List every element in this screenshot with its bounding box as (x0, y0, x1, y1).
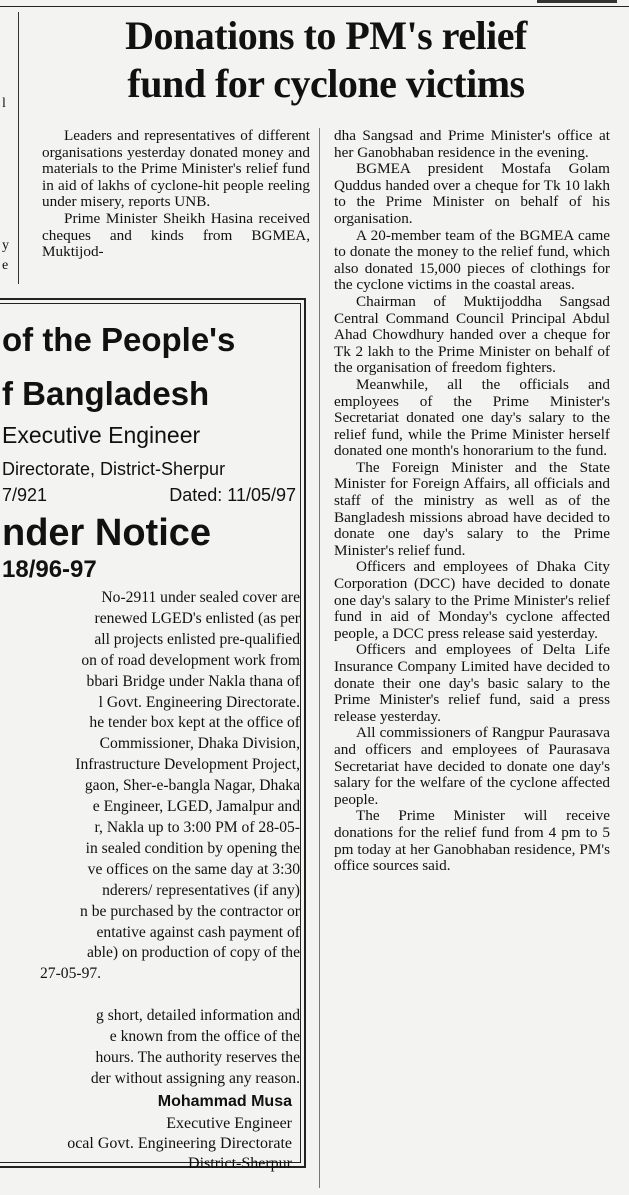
article-headline (26, 12, 626, 108)
headline-line-2: fund for cyclone victims (127, 61, 525, 106)
ad-body-line: bbari Bridge under Nakla thana of (86, 672, 300, 690)
ad-body-line: renewed LGED's enlisted (as per (94, 609, 300, 627)
ad-body-line: in sealed condition by opening the (85, 839, 300, 857)
article-paragraph: All commissioners of Rangpur Paurasava and officers and employees of Paurasava Secretariat have decided to donate one day's salary for the welfare of the cyclone affected people. (334, 724, 610, 808)
ad-directorate: Directorate, District-Sherpur (2, 459, 226, 479)
article-paragraph: Officers and employees of Delta Life Insurance Company Limited have decided to donate their one day's basic salary to the Prime Minister's relief fund, said a press release yesterday. (334, 641, 610, 725)
ad-title-line-2: f Bangladesh (2, 375, 210, 412)
ad-body-line: 27-05-97. (40, 965, 102, 983)
article-paragraph: Officers and employees of Dhaka City Corporation (DCC) have decided to donate one day's salary to the Prime Minister's relief fund in aid of Monday's cyclone affected people, a DCC press release said yesterday. (334, 558, 610, 642)
left-column-rule (18, 12, 19, 284)
ad-signatory-name: Mohammad Musa (157, 1093, 292, 1110)
article-paragraph: BGMEA president Mostafa Golam Quddus handed over a cheque for Tk 10 lakh to the Prime Minister on behalf of his organisation. (334, 160, 610, 227)
ad-body-line: No-2911 under sealed cover are (101, 589, 300, 606)
ad-body-line: r, Nakla up to 3:00 PM of 28-05- (94, 818, 300, 836)
article-paragraph-continued: dha Sangsad and Prime Minister's office at her Ganobhaban residence in the evening. (334, 127, 610, 161)
ad-date: Dated: 11/05/97 (169, 485, 296, 505)
article-paragraph: A 20-member team of the BGMEA came to donate the money to the relief fund, which also donated 15,000 pieces of clothings for the cyclone victims in the coastal areas. (334, 226, 610, 294)
tender-notice-advertisement (0, 298, 306, 1172)
ad-body-line: nderers/ representatives (if any) (102, 881, 300, 899)
ad-notice-number: 18/96-97 (2, 556, 97, 583)
ad-body-line: gaon, Sher-e-bangla Nagar, Dhaka (84, 777, 300, 795)
article-paragraph: Leaders and representatives of different organisations yesterday donated money and materials to the Prime Minister's relief fund in aid of lakhs of cyclone-hit people reeling under misery, reports UNB. (42, 127, 310, 211)
ad-memo-number: 7/921 (2, 485, 48, 505)
ad-body-line: e Engineer, LGED, Jamalpur and (92, 798, 300, 816)
ad-body-line: entative against cash payment of (96, 923, 300, 941)
ad-body-line: he tender box kept at the office of (89, 714, 300, 732)
article-paragraph: Meanwhile, all the officials and employees of the Prime Minister's Secretariat donated one day's salary to the relief fund, while the Prime Minister herself donated one month's honorarium to the fund. (334, 375, 610, 460)
ad-body-text (4, 588, 300, 1090)
ad-signatory-district: District-Sherpur (188, 1155, 292, 1172)
ad-signatory-title: Executive Engineer (166, 1115, 292, 1132)
article-column-2 (334, 128, 610, 875)
ad-body-line: g short, detailed information and (96, 1007, 300, 1025)
ad-body-line (4, 985, 300, 1006)
ad-body-line: Infrastructure Development Project, (75, 756, 300, 774)
ad-office: Executive Engineer (2, 422, 201, 448)
ad-signatory-office: ocal Govt. Engineering Directorate (67, 1135, 292, 1152)
article-paragraph: Prime Minister Sheikh Hasina received cheques and kinds from BGMEA, Muktijod- (42, 209, 310, 261)
ad-title-line-1: of the People's (2, 321, 236, 358)
ad-body-line: all projects enlisted pre-qualified (94, 630, 300, 648)
ad-body-line: Commissioner, Dhaka Division, (99, 735, 300, 753)
column-divider (319, 128, 320, 1188)
ad-inner-border (0, 303, 301, 1172)
top-rule-dash (537, 0, 617, 3)
headline-line-1: Donations to PM's relief (125, 13, 527, 58)
article-paragraph: Chairman of Muktijoddha Sangsad Central Command Council Principal Abdul Ahad Chowdhury handed over a cheque for Tk 2 lakh to the Prime Minister on behalf of the organisation of freedom fighters. (334, 292, 610, 377)
ad-body-line: able) on production of copy of the (86, 944, 300, 962)
ad-body-line: hours. The authority reserves the (95, 1048, 300, 1066)
article-column-1 (42, 128, 310, 261)
ad-body-line: on of road development work from (81, 651, 300, 669)
ad-body-line: l Govt. Engineering Directorate. (98, 693, 300, 711)
article-paragraph: The Prime Minister will receive donations for the relief fund from 4 pm to 5 pm today at her Ganobhaban residence, PM's office sources said. (334, 807, 610, 875)
top-border (0, 0, 629, 7)
ad-body-line: der without assigning any reason. (90, 1069, 300, 1087)
left-column-fragment: e (2, 258, 9, 273)
ad-body-line: e known from the office of the (109, 1028, 300, 1046)
left-column-fragment: l (2, 96, 6, 111)
ad-notice-heading: nder Notice (2, 512, 212, 554)
article-paragraph: The Foreign Minister and the State Minister for Foreign Affairs, all officials and staff of the ministry as well as of the Bangladesh missions abroad have decided to donate one day's salary to the Prime Minister's relief fund. (334, 458, 610, 559)
left-column-fragment: y (2, 238, 9, 253)
ad-body-line: n be purchased by the contractor or (80, 902, 300, 920)
ad-body-line: ve offices on the same day at 3:30 (87, 860, 300, 878)
